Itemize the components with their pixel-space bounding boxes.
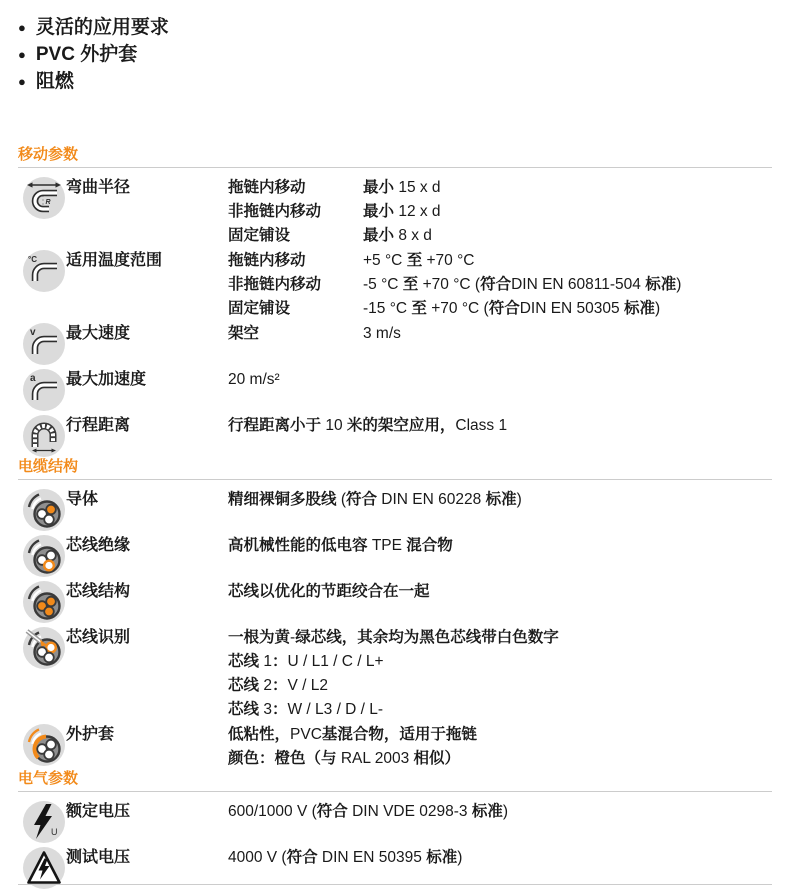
feature-list [18,14,772,95]
max-speed-row [18,321,772,367]
spec-sublabel: 低粘性，PVC基混合物，适用于拖链 [228,726,477,743]
spec-label: 芯线结构 [66,583,131,600]
spec-line [228,747,772,771]
spec-sublabel: 非拖链内移动 [228,276,322,293]
core-structure-row [18,579,772,625]
spec-sublabel: 芯线以优化的节距绞合在一起 [228,583,430,600]
spec-line [228,534,772,558]
spec-values [228,579,772,604]
max-acceleration-icon [22,368,66,412]
spec-line [228,800,772,824]
spec-label: 测试电压 [66,849,131,866]
spec-line [228,322,772,346]
max-speed-icon [22,322,66,366]
svg-text:U: U [51,827,58,837]
spec-sublabel: 非拖链内移动 [228,203,322,220]
spec-values [228,533,772,558]
core-insulation-icon [22,534,66,578]
rated-voltage-icon [22,800,66,844]
spec-sublabel: 芯线 1：U / L1 / C / L+ [228,653,384,670]
spec-line [228,626,772,650]
section-heading: 移动参数 [18,147,772,168]
section-heading: 电缆结构 [18,459,772,480]
spec-label: 行程距离 [66,417,131,434]
bottom-divider [18,884,772,885]
spec-sublabel: 固定铺设 [228,227,291,244]
spec-line [228,414,772,438]
spec-sublabel: 架空 [228,325,260,342]
spec-value: -15 °C 至 +70 °C (符合DIN EN 50305 标准) [363,300,661,317]
spec-values [228,413,772,438]
bullet-text: 阻燃 [35,71,74,92]
spec-line [228,488,772,512]
section-cable-structure [18,459,772,771]
spec-sublabel: 20 m/s² [228,371,280,388]
spec-sublabel: 芯线 2：V / L2 [228,677,328,694]
spec-sublabel: 一根为黄-绿芯线，其余均为黑色芯线带白色数字 [228,629,559,646]
max-acceleration-row [18,367,772,413]
svg-text:v: v [30,327,36,338]
spec-sublabel: 600/1000 V (符合 DIN VDE 0298-3 标准) [228,803,509,820]
outer-jacket-icon [22,723,66,767]
feature-bullet [18,14,772,41]
section-electrical-parameters [18,771,772,891]
spec-label: 外护套 [66,726,115,743]
spec-label: 适用温度范围 [66,252,163,269]
core-identification-row [18,625,772,722]
spec-values [228,321,772,346]
bullet-text: PVC 外护套 [35,44,138,65]
svg-text:a: a [30,373,36,384]
spec-sublabel: 拖链内移动 [228,179,306,196]
spec-line [228,297,772,321]
temperature-range-row [18,248,772,321]
spec-label: 最大加速度 [66,371,147,388]
spec-line [228,200,772,224]
spec-line [228,249,772,273]
spec-value: 最小 15 x d [363,179,441,196]
section-heading: 电气参数 [18,771,772,792]
spec-label: 芯线识别 [66,629,131,646]
spec-sublabel: 精细裸铜多股线 (符合 DIN EN 60228 标准) [228,491,522,508]
core-insulation-row [18,533,772,579]
spec-value: +5 °C 至 +70 °C [363,252,475,269]
spec-values [228,845,772,870]
spec-sublabel: 固定铺设 [228,300,291,317]
svg-text:R: R [45,199,51,206]
spec-label: 弯曲半径 [66,179,131,196]
spec-values [228,367,772,392]
spec-label: 导体 [66,491,99,508]
spec-label: 额定电压 [66,803,131,820]
conductor-row [18,487,772,533]
spec-values [228,799,772,824]
conductor-icon [22,488,66,532]
spec-label: 芯线绝缘 [66,537,131,554]
spec-value: 3 m/s [363,325,401,342]
svg-text:°C: °C [28,255,37,264]
spec-line [228,723,772,747]
spec-value: 最小 8 x d [363,227,432,244]
spec-values [228,487,772,512]
spec-values [228,625,772,722]
spec-label: 最大速度 [66,325,131,342]
spec-line [228,650,772,674]
bullet-dot-icon: ● [18,20,26,35]
bullet-dot-icon: ● [18,47,26,62]
spec-line [228,698,772,722]
spec-values [228,248,772,321]
outer-jacket-row [18,722,772,771]
spec-line [228,846,772,870]
spec-sublabel: 拖链内移动 [228,252,306,269]
spec-value: -5 °C 至 +70 °C (符合DIN EN 60811-504 标准) [363,276,682,293]
spec-sublabel: 颜色：橙色（与 RAL 2003 相似） [228,750,461,767]
temperature-range-icon [22,249,66,293]
datasheet-page [18,14,772,891]
spec-line [228,176,772,200]
spec-line [228,368,772,392]
section-moving-parameters [18,147,772,459]
travel-distance-row [18,413,772,459]
spec-sublabel: 行程距离小于 10 米的架空应用，Class 1 [228,417,508,434]
spec-sublabel: 芯线 3：W / L3 / D / L- [228,701,384,718]
spec-values [228,175,772,248]
rated-voltage-row [18,799,772,845]
spec-sections [18,147,772,891]
spec-value: 最小 12 x d [363,203,441,220]
bullet-text: 灵活的应用要求 [35,17,169,38]
spec-line [228,674,772,698]
core-identification-icon [22,626,66,670]
spec-sublabel: 4000 V (符合 DIN EN 50395 标准) [228,849,463,866]
spec-line [228,224,772,248]
spec-values [228,722,772,771]
spec-line [228,580,772,604]
feature-bullet [18,41,772,68]
spec-line [228,273,772,297]
bend-radius-icon [22,176,66,220]
bend-radius-row [18,175,772,248]
core-structure-icon [22,580,66,624]
travel-distance-icon [22,414,66,458]
bullet-dot-icon: ● [18,74,26,89]
feature-bullet [18,68,772,95]
spec-sublabel: 高机械性能的低电容 TPE 混合物 [228,537,453,554]
